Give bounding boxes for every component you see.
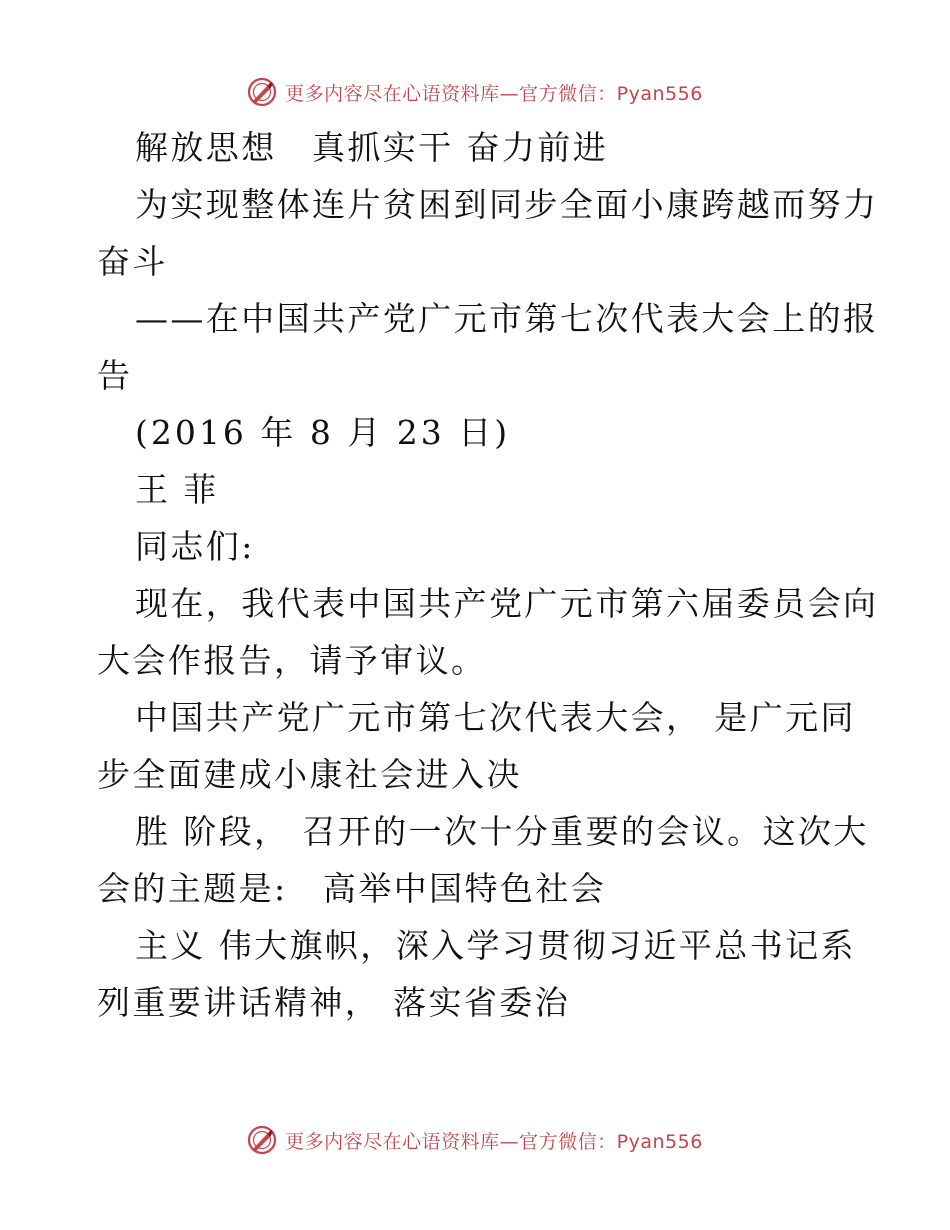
pen-logo-icon xyxy=(247,77,277,107)
doc-line: 胜 阶段， 召开的一次十分重要的会议。这次大 xyxy=(135,812,869,851)
doc-line: 奋斗 xyxy=(97,242,168,281)
pen-logo-icon xyxy=(247,1125,277,1155)
doc-salutation-line: 同志们: xyxy=(135,527,255,566)
doc-line: 会的主题是: 高举中国特色社会 xyxy=(97,869,607,908)
document-body xyxy=(97,119,879,1031)
watermark-text: 更多内容尽在心语资料库—官方微信：Pyan556 xyxy=(285,82,703,105)
footer-watermark xyxy=(0,1120,950,1160)
doc-line: 现在，我代表中国共产党广元市第六届委员会向 xyxy=(135,584,879,623)
doc-line: 中国共产党广元市第七次代表大会， 是广元同 xyxy=(135,698,856,737)
doc-line: 步全面建成小康社会进入决 xyxy=(97,755,522,794)
doc-author-line: 王 菲 xyxy=(135,470,219,509)
doc-date-line: (2016 年 8 月 23 日) xyxy=(135,413,511,452)
header-watermark xyxy=(0,72,950,112)
doc-line: ——在中国共产党广元市第七次代表大会上的报 xyxy=(135,299,879,338)
doc-line: 主义 伟大旗帜，深入学习贯彻习近平总书记系 xyxy=(135,926,856,965)
doc-line: 列重要讲话精神， 落实省委治 xyxy=(97,983,571,1022)
doc-line: 大会作报告，请予审议。 xyxy=(97,641,487,680)
doc-line: 告 xyxy=(97,356,133,395)
watermark-text: 更多内容尽在心语资料库—官方微信：Pyan556 xyxy=(285,1130,703,1153)
doc-line: 解放思想 真抓实干 奋力前进 xyxy=(135,128,609,167)
doc-line: 为实现整体连片贫困到同步全面小康跨越而努力 xyxy=(135,185,879,224)
